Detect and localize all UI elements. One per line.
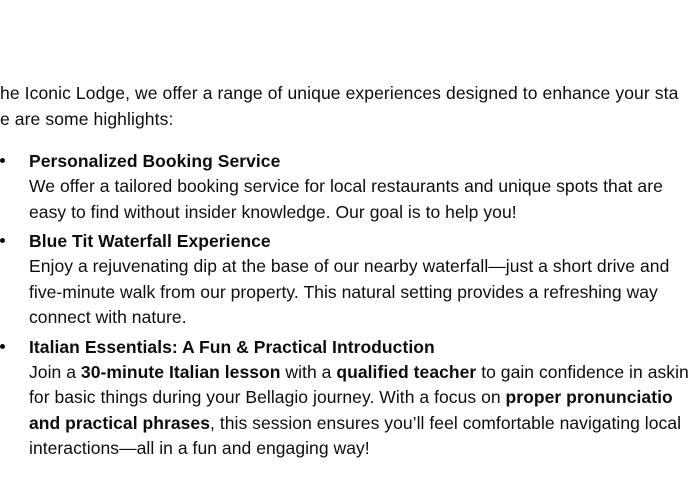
list-item xyxy=(0,148,700,225)
list-item-body xyxy=(29,174,700,225)
body-text: Join a xyxy=(29,361,81,382)
bullet-dot-icon xyxy=(0,344,5,349)
bullet-dot-icon xyxy=(0,158,5,163)
intro-line-1: he Iconic Lodge, we offer a range of unique experiences designed to enhance your sta xyxy=(0,83,679,103)
intro-line-2: e are some highlights: xyxy=(0,109,174,129)
body-text: with a xyxy=(280,361,337,382)
highlights-list xyxy=(0,148,700,462)
list-item-title: Personalized Booking Service xyxy=(29,151,281,171)
emphasis-text: qualified teacher xyxy=(336,361,477,382)
list-item-title: Blue Tit Waterfall Experience xyxy=(29,231,271,251)
body-line xyxy=(29,411,700,437)
document-body xyxy=(0,80,700,465)
list-item xyxy=(0,334,700,462)
body-line: connect with nature. xyxy=(29,307,187,327)
list-item-body xyxy=(29,360,700,462)
emphasis-text: and practical phrases xyxy=(29,412,210,433)
body-line xyxy=(29,385,700,411)
body-line: Enjoy a rejuvenating dip at the base of our nearby waterfall—just a short drive and xyxy=(29,256,670,276)
body-line: five-minute walk from our property. This natural setting provides a refreshing way xyxy=(29,281,658,302)
body-text: interactions—all in a fun and engaging way! xyxy=(29,438,370,458)
body-text: , this session ensures you’ll feel comfortable navigating local xyxy=(210,412,682,433)
body-line: We offer a tailored booking service for local restaurants and unique spots that are xyxy=(29,176,663,196)
list-item-title: Italian Essentials: A Fun & Practical Introduction xyxy=(29,336,435,357)
body-text: for basic things during your Bellagio journey. With a focus on xyxy=(29,387,506,407)
bullet-dot-icon xyxy=(0,238,5,243)
emphasis-text: proper pronunciatio xyxy=(505,387,673,407)
list-item-body xyxy=(29,254,700,331)
body-line xyxy=(29,436,700,462)
body-line: easy to find without insider knowledge. Our goal is to help you! xyxy=(29,201,517,222)
list-item xyxy=(0,228,700,331)
body-text: to gain confidence in askin xyxy=(476,361,689,382)
body-line xyxy=(29,360,700,386)
emphasis-text: 30-minute Italian lesson xyxy=(80,361,281,382)
intro-paragraph xyxy=(0,80,700,132)
